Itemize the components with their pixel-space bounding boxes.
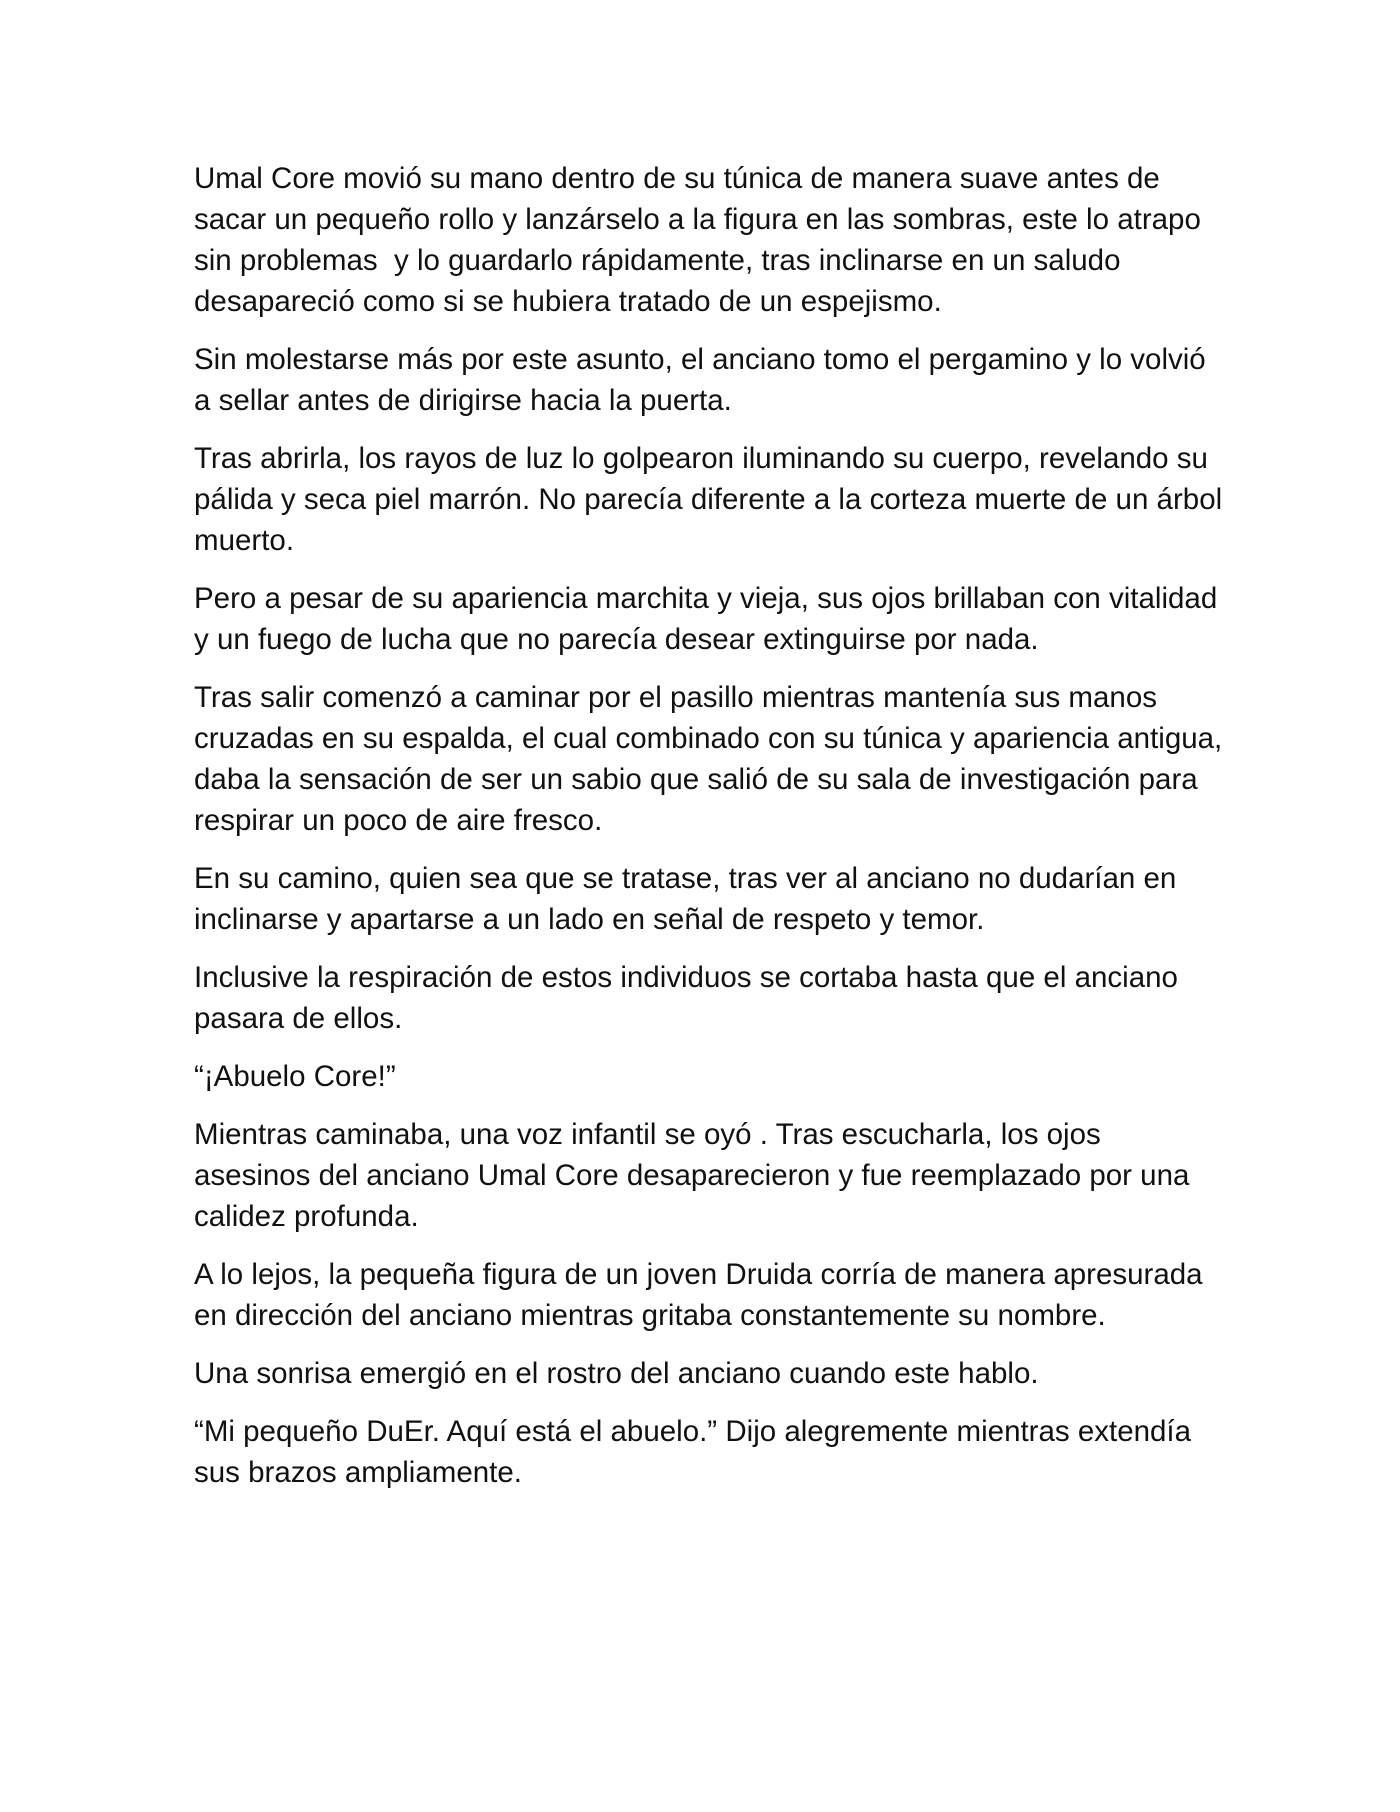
paragraph-10: A lo lejos, la pequeña figura de un joven Druida corría de manera apresurada en dirección del anciano mientras gritaba constantemente su nombre.: [194, 1258, 1211, 1332]
paragraph-1: Umal Core movió su mano dentro de su túnica de manera suave antes de sacar un pequeño rollo y lanzárselo a la figura en las sombras, este lo atrapo sin problemas y lo guardarlo rápidamente, tras inclinarse en un saludo desapareció como si se hubiera tratado de un espejismo.: [194, 162, 1210, 318]
paragraph-11: Una sonrisa emergió en el rostro del anciano cuando este hablo.: [194, 1357, 1039, 1390]
paragraph-4: Pero a pesar de su apariencia marchita y vieja, sus ojos brillaban con vitalidad y un fuego de lucha que no parecía desear extinguirse por nada.: [194, 582, 1226, 656]
paragraph-5: Tras salir comenzó a caminar por el pasillo mientras mantenía sus manos cruzadas en su espalda, el cual combinado con su túnica y apariencia antigua, daba la sensación de ser un sabio que salió de su sala de investigación para respirar un poco de aire fresco.: [194, 681, 1231, 837]
paragraph-3: Tras abrirla, los rayos de luz lo golpearon iluminando su cuerpo, revelando su pálida y seca piel marrón. No parecía diferente a la corteza muerte de un árbol muerto.: [194, 442, 1231, 557]
text-column: [194, 158, 1231, 1510]
paragraph-6: En su camino, quien sea que se tratase, tras ver al anciano no dudarían en inclinarse y apartarse a un lado en señal de respeto y temor.: [194, 862, 1185, 936]
paragraph-2: Sin molestarse más por este asunto, el anciano tomo el pergamino y lo volvió a sellar antes de dirigirse hacia la puerta.: [194, 343, 1214, 417]
paragraph-7: Inclusive la respiración de estos individuos se cortaba hasta que el anciano pasara de ellos.: [194, 961, 1187, 1035]
paragraph-9: Mientras caminaba, una voz infantil se oyó . Tras escucharla, los ojos asesinos del anciano Umal Core desaparecieron y fue reemplazado por una calidez profunda.: [194, 1118, 1198, 1233]
paragraph-12-dialogue: “Mi pequeño DuEr. Aquí está el abuelo.” Dijo alegremente mientras extendía sus brazos ampliamente.: [194, 1415, 1200, 1489]
paragraph-8-dialogue: “¡Abuelo Core!”: [194, 1060, 396, 1093]
